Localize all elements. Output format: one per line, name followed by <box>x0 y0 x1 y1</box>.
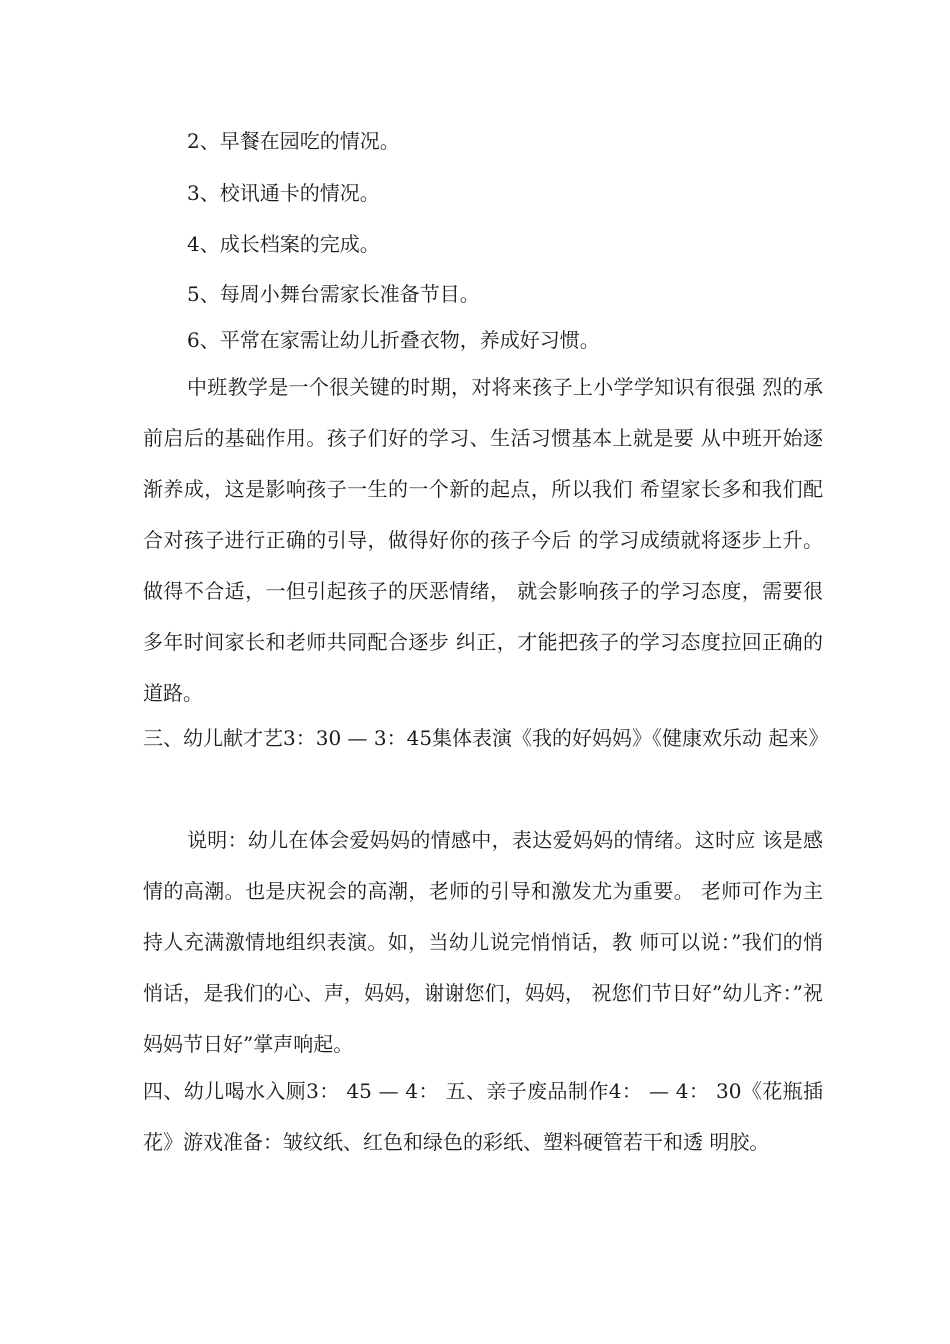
list-item: 3、校讯通卡的情况。 <box>187 181 380 205</box>
list-item: 4、成长档案的完成。 <box>187 232 380 256</box>
list-item: 5、每周小舞台需家长准备节目。 <box>187 282 480 306</box>
body-paragraph: 中班教学是一个很关键的时期，对将来孩子上小学学知识有很强 烈的承前启后的基础作用。孩子们好的学习、生活习惯基本上就是要 从中班开始逐渐养成，这是影响孩子一生的一个新的起点，所以我们 希望家长多和我们配合对孩子进行正确的引导，做得好你的孩子今后 的学习成绩就将逐步上升。做得不合适，一但引起孩子的厌恶情绪， 就会影响孩子的学习态度，需要很多年时间家长和老师共同配合逐步 纠正，才能把孩子的学习态度拉回正确的道路。 <box>143 375 823 705</box>
list-item: 6、平常在家需让幼儿折叠衣物，养成好习惯。 <box>187 328 600 352</box>
section-heading: 四、幼儿喝水入厕3： 45 — 4： 五、亲子废品制作4： — 4： 30《花瓶插花》游戏准备：皱纹纸、红色和绿色的彩纸、塑料硬管若干和透 明胶。 <box>143 1079 823 1154</box>
section-heading: 三、幼儿献才艺3：30 — 3：45集体表演《我的好妈妈》《健康欢乐动 起来》 <box>143 726 829 750</box>
body-paragraph: 说明：幼儿在体会爱妈妈的情感中，表达爱妈妈的情绪。这时应 该是感情的高潮。也是庆祝会的高潮，老师的引导和激发尤为重要。 老师可作为主持人充满激情地组织表演。如，当幼儿说完悄悄话，教 师可以说：”我们的悄悄话，是我们的心、声，妈妈，谢谢您们，妈妈， 祝您们节日好”幼儿齐：”祝妈妈节日好”掌声响起。 <box>143 828 823 1056</box>
list-item: 2、早餐在园吃的情况。 <box>187 129 400 153</box>
